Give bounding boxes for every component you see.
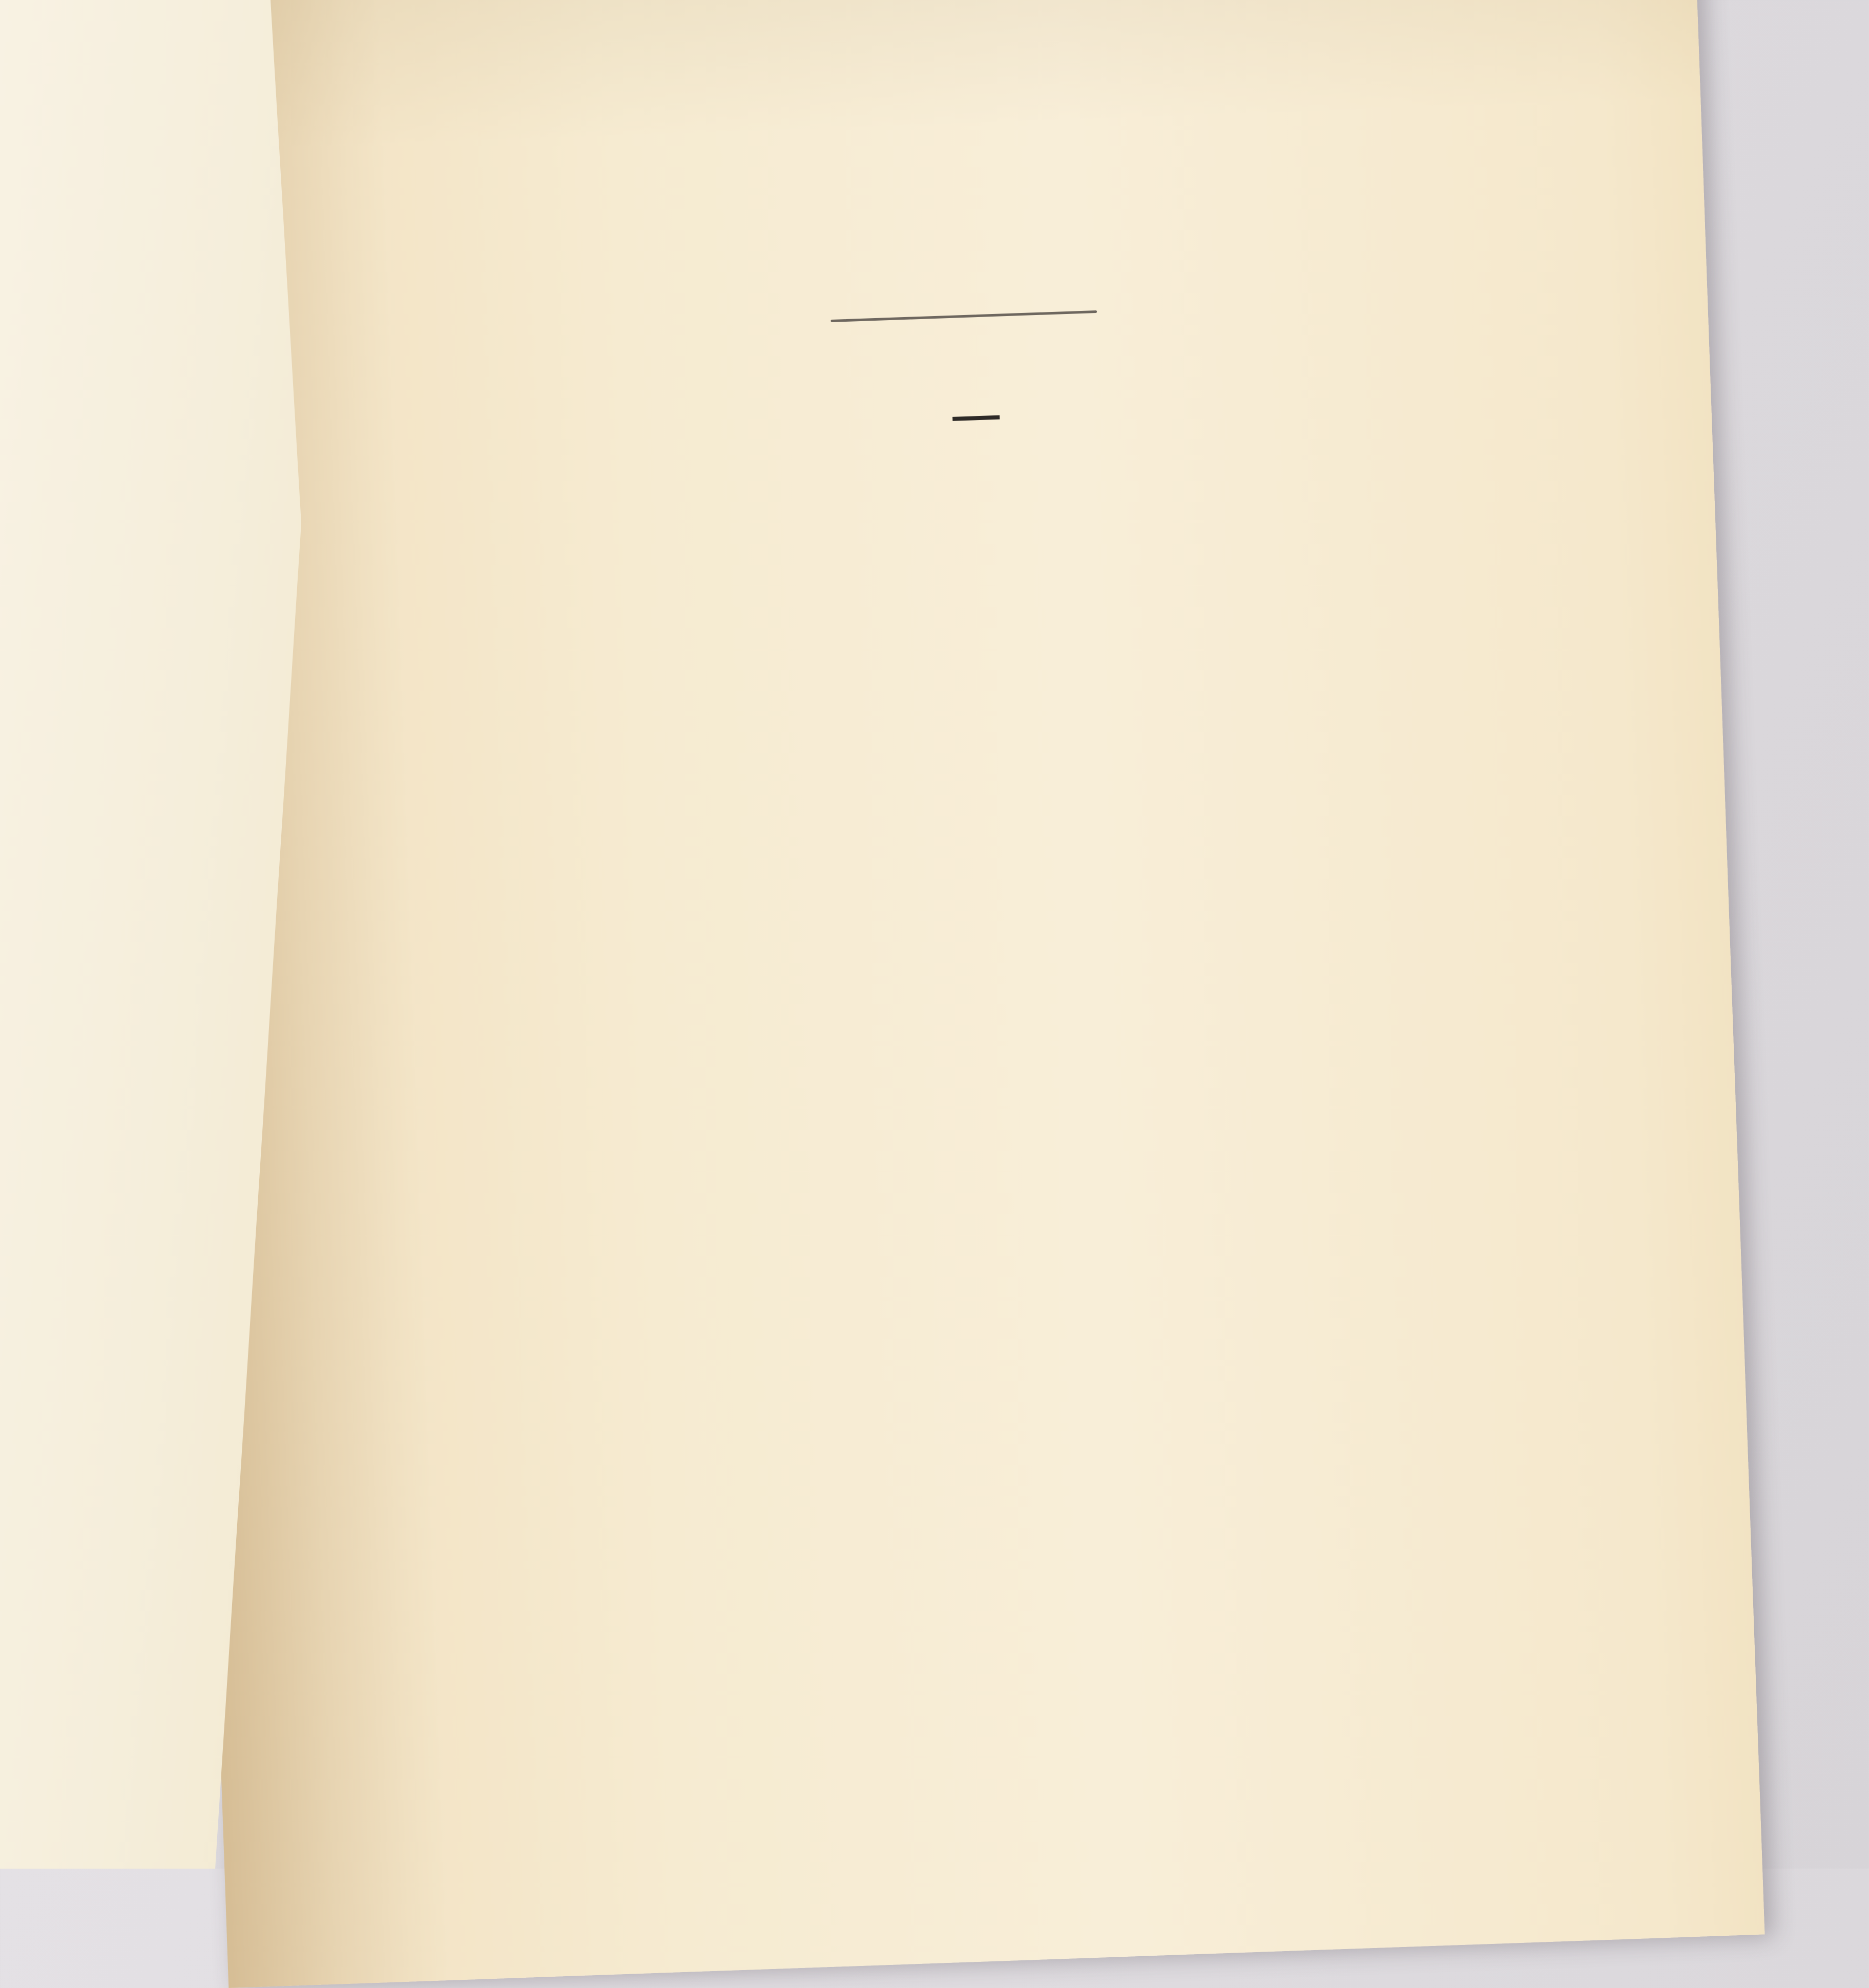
section-heading: [360, 352, 1558, 445]
title-divider-rule: [830, 310, 1097, 322]
right-page: [157, 0, 1765, 1988]
entries-list: [432, 431, 1628, 472]
letter-top-bar: [952, 415, 1000, 421]
page-number: [381, 432, 1576, 474]
book-title: [385, 244, 1581, 286]
right-page-content: [157, 0, 1765, 1988]
